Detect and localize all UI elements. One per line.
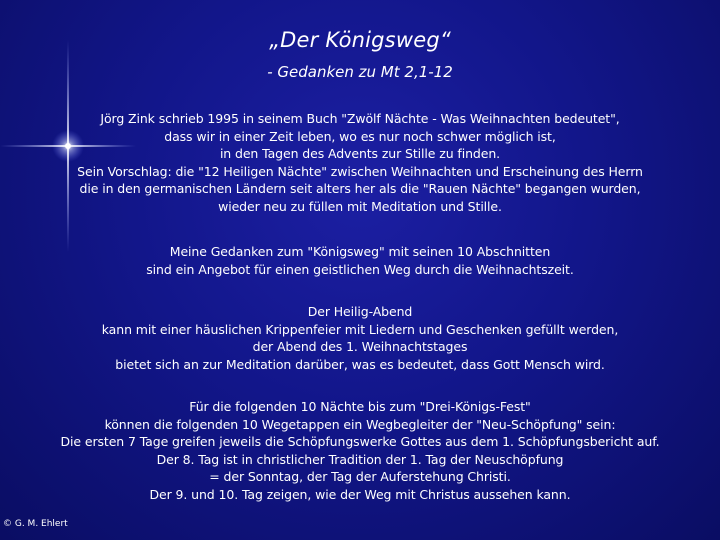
- text-line: sind ein Angebot für einen geistlichen Weg durch die Weihnachtszeit.: [146, 261, 574, 277]
- text-line: bietet sich an zur Meditation darüber, was es bedeutet, dass Gott Mensch wird.: [115, 356, 605, 372]
- text-line: wieder neu zu füllen mit Meditation und Stille.: [218, 198, 502, 214]
- text-line: Der Heilig-Abend: [307, 304, 413, 319]
- text-line: Für die folgenden 10 Nächte bis zum "Drei-Königs-Fest": [189, 399, 531, 414]
- text-line: Der 8. Tag ist in christlicher Tradition der 1. Tag der Neuschöpfung: [156, 451, 564, 467]
- text-line: = der Sonntag, der Tag der Auferstehung Christi.: [209, 469, 511, 485]
- text-line: Sein Vorschlag: die "12 Heiligen Nächte" zwischen Weihnachten und Erscheinung des Herrn: [77, 163, 643, 179]
- text-line: Die ersten 7 Tage greifen jeweils die Schöpfungswerke Gottes aus dem 1. Schöpfungsbericht auf.: [60, 434, 660, 450]
- text-line: Meine Gedanken zum "Königsweg" mit seinen 10 Abschnitten: [169, 244, 551, 259]
- paragraph-christmas-eve: [14, 303, 706, 373]
- text-line: kann mit einer häuslichen Krippenfeier mit Liedern und Geschenken gefüllt werden,: [101, 321, 619, 337]
- text-line: in den Tagen des Advents zur Stille zu finden.: [219, 146, 501, 162]
- paragraph-ten-nights: [14, 398, 706, 504]
- text-line: der Abend des 1. Weihnachtstages: [252, 339, 468, 355]
- text-line: die in den germanischen Ländern seit alters her als die "Rauen Nächte" begangen wurden,: [79, 181, 641, 197]
- text-line: können die folgenden 10 Wegetappen ein Wegbegleiter der "Neu-Schöpfung" sein:: [104, 416, 616, 432]
- paragraph-offer: [14, 243, 706, 278]
- slide-title: „Der Königsweg“: [269, 28, 451, 52]
- copyright-footer: © G. M. Ehlert: [3, 519, 68, 529]
- text-line: Der 9. und 10. Tag zeigen, wie der Weg mit Christus aussehen kann.: [149, 486, 571, 502]
- paragraph-intro: [14, 110, 706, 216]
- text-line: dass wir in einer Zeit leben, wo es nur noch schwer möglich ist,: [164, 128, 556, 144]
- slide-subtitle: - Gedanken zu Mt 2,1-12: [267, 63, 453, 81]
- text-line: Jörg Zink schrieb 1995 in seinem Buch "Zwölf Nächte - Was Weihnachten bedeutet",: [100, 111, 620, 126]
